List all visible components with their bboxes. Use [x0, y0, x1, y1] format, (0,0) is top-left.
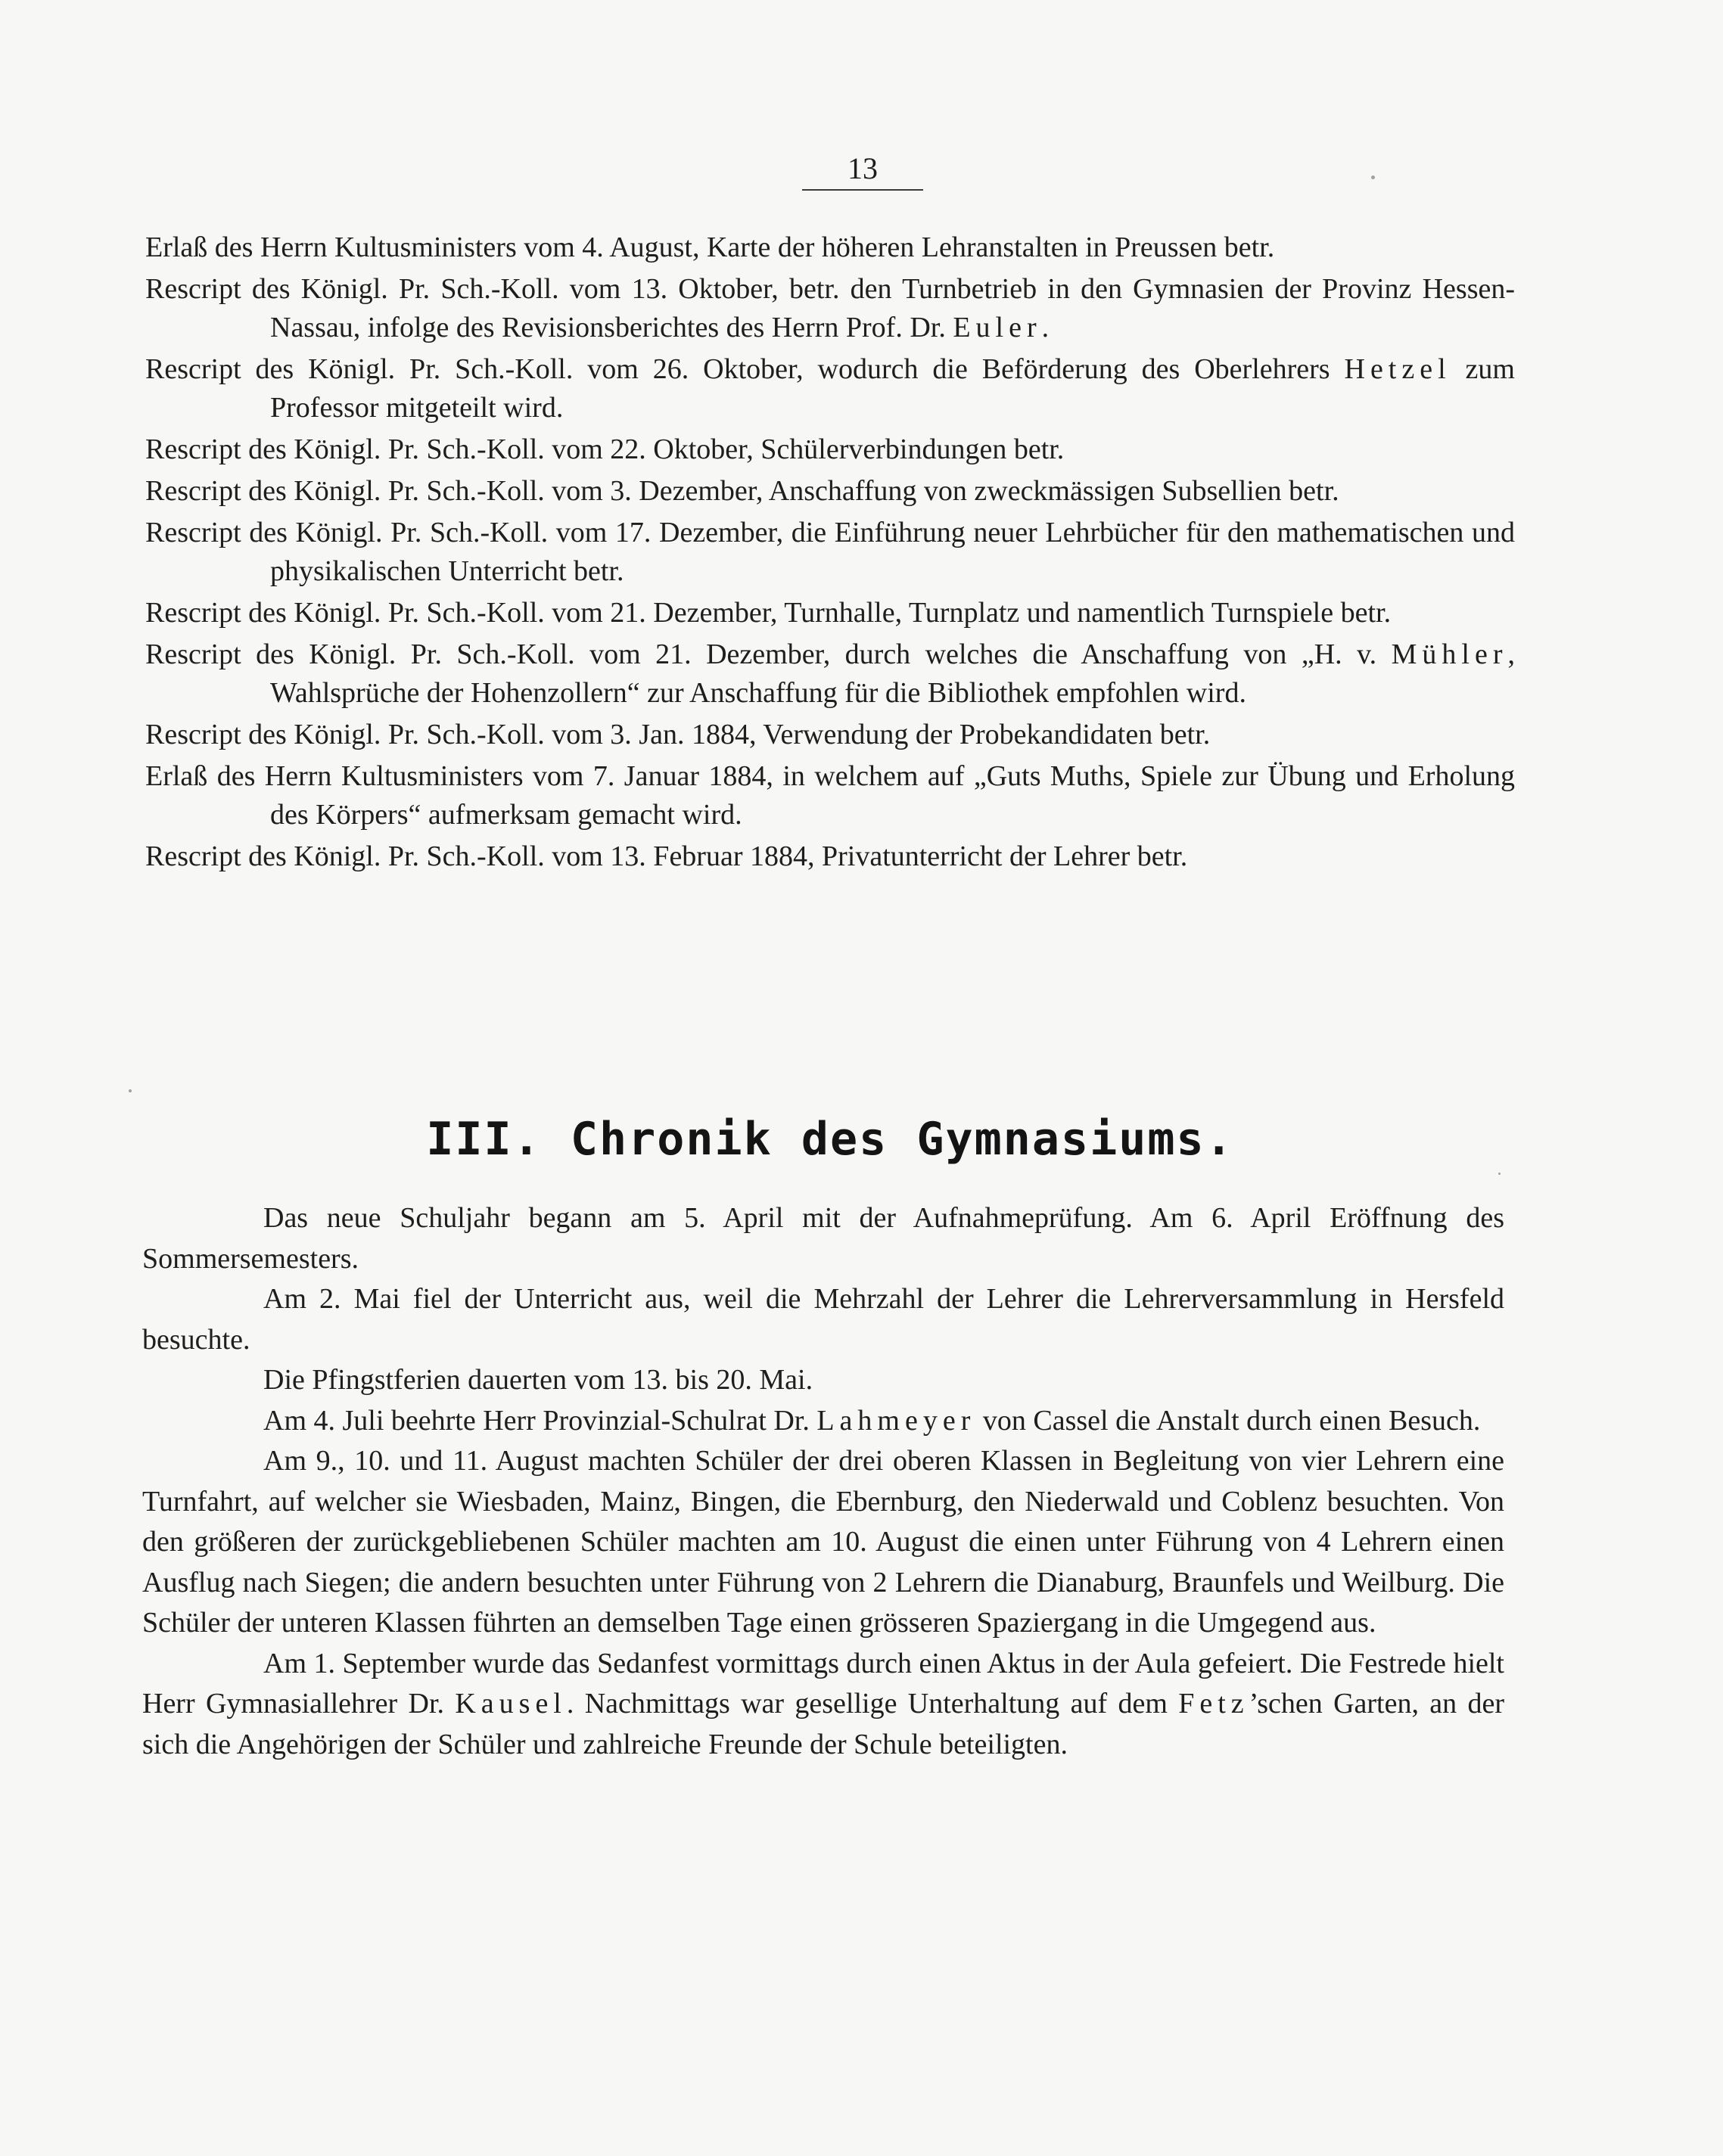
paragraph: Am 4. Juli beehrte Herr Provinzial-Schulrat Dr. Lahmeyer von Cassel die Anstalt durch einen Besuch. [263, 1404, 1481, 1437]
paragraph: Am 1. September wurde das Sedanfest vormittags durch einen Aktus in der Aula gefeiert. Die Festrede hielt Herr Gymnasiallehrer Dr. Kausel. Nachmittags war gesellige Unterhaltung auf dem Fetz’schen Garten, an der sich die Angehörigen der Schüler und zahlreiche Freunde der Schule beteiligten. [142, 1647, 1504, 1760]
paragraph: Am 2. Mai fiel der Unterricht aus, weil die Mehrzahl der Lehrer die Lehrerversammlung in Hersfeld besuchte. [142, 1283, 1504, 1356]
paper-speck [1498, 1173, 1501, 1175]
decree-entry: Erlaß des Herrn Kultusministers vom 4. August, Karte der höheren Lehranstalten in Preussen betr. [145, 231, 1275, 263]
decree-entry: Rescript des Königl. Pr. Sch.-Koll. vom 21. Dezember, durch welches die Anschaffung von „H. v. Mühler, Wahlsprüche der Hohenzollern“ zur Anschaffung für die Bibliothek empfohlen wird. [145, 638, 1515, 709]
paragraph: Am 9., 10. und 11. August machten Schüler der drei oberen Klassen in Begleitung von vier Lehrern eine Turnfahrt, auf welcher sie Wiesbaden, Mainz, Bingen, die Ebernburg, den Niederwald und Coblenz besuchten. Von den größeren der zurückgebliebenen Schüler machten am 10. August die einen unter Führung von 4 Lehrern einen Ausflug nach Siegen; die andern besuchten unter Führung von 2 Lehrern die Dianaburg, Braunfels und Weilburg. Die Schüler der unteren Klassen führten an demselben Tage einen grösseren Spaziergang in die Umgegend aus. [142, 1445, 1504, 1639]
decree-entry: Rescript des Königl. Pr. Sch.-Koll. vom 13. Februar 1884, Privatunterricht der Lehrer betr. [145, 840, 1188, 872]
person-name: Euler [953, 312, 1042, 343]
person-name: Kausel [455, 1688, 567, 1720]
paragraph: Die Pfingstferien dauerten vom 13. bis 20. Mai. [263, 1364, 813, 1396]
person-name: Lahmeyer [816, 1404, 976, 1437]
decree-entry: Rescript des Königl. Pr. Sch.-Koll. vom 21. Dezember, Turnhalle, Turnplatz und namentlich Turnspiele betr. [145, 597, 1392, 629]
person-name: Mühler [1391, 638, 1508, 670]
chronicle-body [142, 1198, 1504, 1765]
person-name: Hetzel [1344, 353, 1451, 385]
page-number-rule [802, 189, 923, 191]
decree-entry: Rescript des Königl. Pr. Sch.-Koll. vom 3. Jan. 1884, Verwendung der Probekandidaten betr. [145, 719, 1211, 750]
paragraph: Das neue Schuljahr begann am 5. April mit der Aufnahmeprüfung. Am 6. April Eröffnung des Sommersemesters. [142, 1202, 1504, 1275]
decree-entry: Rescript des Königl. Pr. Sch.-Koll. vom 3. Dezember, Anschaffung von zweckmässigen Subsellien betr. [145, 475, 1339, 507]
paper-speck [1371, 176, 1375, 179]
decree-entry: Rescript des Königl. Pr. Sch.-Koll. vom 13. Oktober, betr. den Turnbetrieb in den Gymnasien der Provinz Hessen-Nassau, infolge des Revisionsberichtes des Herrn Prof. Dr. Euler. [145, 273, 1515, 343]
page-number: 13 [848, 151, 878, 185]
place-name: Fetz [1178, 1688, 1249, 1720]
decree-entry: Rescript des Königl. Pr. Sch.-Koll. vom 26. Oktober, wodurch die Beförderung des Oberlehrers Hetzel zum Professor mitgeteilt wird. [145, 353, 1515, 424]
paper-speck [129, 1089, 132, 1092]
section-heading: III. Chronik des Gymnasiums. [426, 1113, 1234, 1166]
decree-list [145, 228, 1515, 879]
decree-entry: Erlaß des Herrn Kultusministers vom 7. Januar 1884, in welchem auf „Guts Muths, Spiele zur Übung und Erholung des Körpers“ aufmerksam gemacht wird. [145, 760, 1515, 831]
decree-entry: Rescript des Königl. Pr. Sch.-Koll. vom 17. Dezember, die Einführung neuer Lehrbücher für den mathematischen und physikalischen Unterricht betr. [145, 517, 1515, 587]
decree-entry: Rescript des Königl. Pr. Sch.-Koll. vom 22. Oktober, Schülerverbindungen betr. [145, 433, 1065, 465]
